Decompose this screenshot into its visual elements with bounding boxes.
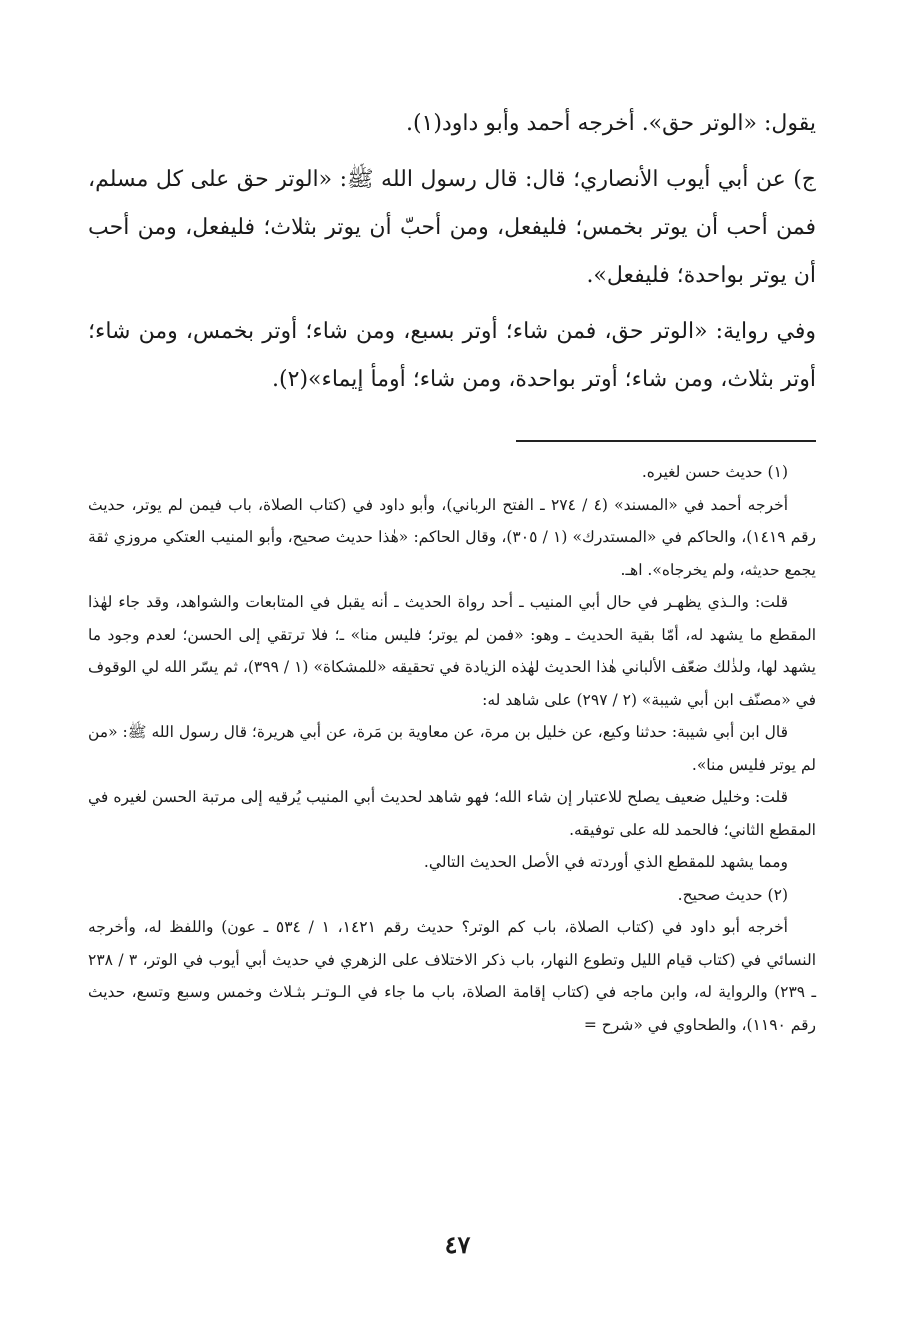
footnote-paragraph: أخرجه أحمد في «المسند» (٤ / ٢٧٤ ـ الفتح الرباني)، وأبو داود في (كتاب الصلاة، باب فيمن لم يوتر، حديث رقم ١٤١٩)، والحاكم في «المستدرك» (١ / ٣٠٥)، وقال الحاكم: «هٰذا حديث صحيح، وأبو المنيب العتكي مروزي ثقة يجمع حديثه، ولم يخرجاه». اهـ. (88, 495, 817, 579)
main-text (88, 100, 816, 404)
footnote-paragraph: قال ابن أبي شيبة: حدثنا وكيع، عن خليل بن مرة، عن معاوية بن مَرة، عن أبي هريرة؛ قال رسول الله ﷺ: «من لم يوتر فليس منا». (88, 723, 816, 774)
main-paragraph: يقول: «الوتر حق». أخرجه أحمد وأبو داود(١). (405, 111, 816, 136)
page-number: ٤٧ (444, 1230, 471, 1259)
main-paragraph: ج) عن أبي أيوب الأنصاري؛ قال: قال رسول الله ﷺ: «الوتر حق على كل مسلم، فمن أحب أن يوتر بخمس؛ فليفعل، ومن أحبّ أن يوتر بثلاث؛ فليفعل، ومن أحب أن يوتر بواحدة؛ فليفعل». (88, 167, 816, 288)
footnote-paragraph: أخرجه أبو داود في (كتاب الصلاة، باب كم الوتر؟ حديث رقم ١٤٢١، ١ / ٥٣٤ ـ عون) واللفظ له، وأخرجه النسائي في (كتاب قيام الليل وتطوع النهار، باب ذكر الاختلاف على الزهري في حديث أبي أيوب في الوتر، ٣ / ٢٣٨ ـ ٢٣٩) والرواية له، وابن ماجه في (كتاب إقامة الصلاة، باب ما جاء في الـوتـر بثـلاث وخمس وسبع وتسع، حديث رقم ١١٩٠)، والطحاوي في «شرح = (88, 918, 817, 1034)
footnote-divider (516, 440, 816, 442)
footnote-paragraph: ومما يشهد للمقطع الذي أوردته في الأصل الحديث التالي. (423, 853, 788, 871)
footnote-paragraph: قلت: والـذي يظهـر في حال أبي المنيب ـ أحد رواة الحديث ـ أنه يقبل في المتابعات والشواهد، وقد جاء لهٰذا المقطع ما يشهد له، أمّا بقية الحديث ـ وهو: «فمن لم يوتر؛ فليس منا» ـ؛ فلا ترتقي إلى الحسن؛ لعدم وجود ما يشهد لها، ولذٰلك ضعّف الألباني هٰذا الحديث لهٰذه الزيادة في تحقيقه «للمشكاة» (١ / ٣٩٩)، ثم يسّر الله لي الوقوف في «مصنّف ابن أبي شيبة» (٢ / ٢٩٧) على شاهد له: (88, 593, 816, 709)
footnote-paragraph: (١) حديث حسن لغيره. (641, 463, 788, 481)
footnote-paragraph: (٢) حديث صحيح. (677, 885, 788, 904)
main-paragraph: وفي رواية: «الوتر حق، فمن شاء؛ أوتر بسبع، ومن شاء؛ أوتر بخمس، ومن شاء؛ أوتر بثلاث، ومن شاء؛ أوتر بواحدة، ومن شاء؛ أومأ إيماء»(٢). (88, 319, 816, 392)
footnotes (88, 456, 816, 1041)
page-content (88, 100, 816, 1041)
footnote-paragraph: قلت: وخليل ضعيف يصلح للاعتبار إن شاء الله؛ فهو شاهد لحديث أبي المنيب يُرقيه إلى مرتبة الحسن لغيره في المقطع الثاني؛ فالحمد لله على توفيقه. (88, 788, 816, 839)
